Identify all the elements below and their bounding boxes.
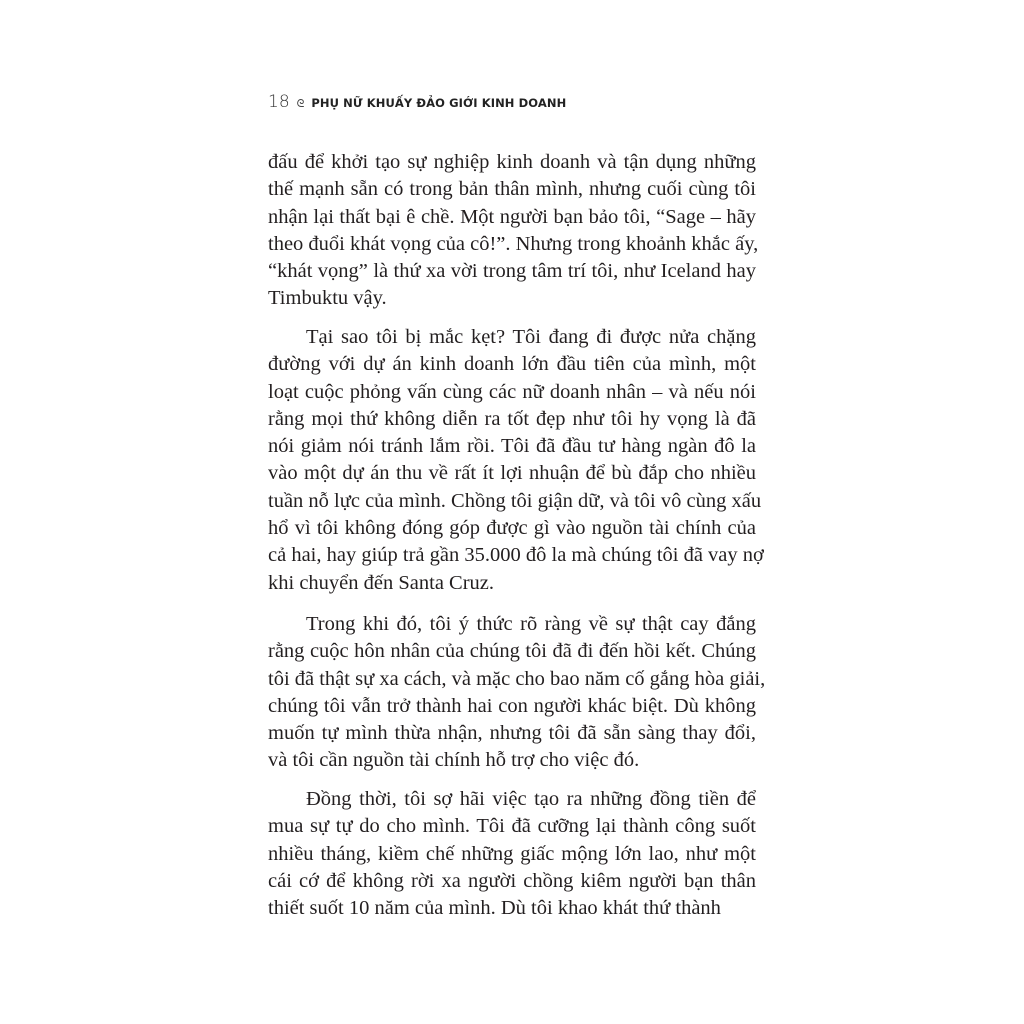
text-line: rằng mọi thứ không diễn ra tốt đẹp như tôi hy vọng là đã — [268, 407, 756, 430]
text-line: muốn tự mình thừa nhận, nhưng tôi đã sẵn sàng thay đổi, — [268, 722, 756, 745]
page-number: 18 — [268, 92, 290, 112]
running-header — [268, 92, 566, 112]
text-line: và tôi cần nguồn tài chính hỗ trợ cho việc đó. — [268, 749, 640, 772]
ornament-icon: ᘓ — [296, 97, 305, 110]
text-line: tôi đã thật sự xa cách, và mặc cho bao năm cố gắng hòa giải, — [268, 667, 766, 690]
text-line: vào một dự án thu về rất ít lợi nhuận để bù đắp cho nhiều — [268, 462, 756, 485]
text-line: Đồng thời, tôi sợ hãi việc tạo ra những đồng tiền để — [306, 788, 756, 810]
text-line: nhiều tháng, kiềm chế những giấc mộng lớn lao, như một — [268, 842, 756, 865]
text-line: thế mạnh sẵn có trong bản thân mình, nhưng cuối cùng tôi — [268, 178, 756, 201]
text-line: Tại sao tôi bị mắc kẹt? Tôi đang đi được nửa chặng — [306, 326, 756, 348]
paragraph — [268, 611, 766, 775]
paragraph — [268, 786, 756, 922]
text-line: rằng cuộc hôn nhân của chúng tôi đã đi đến hồi kết. Chúng — [268, 640, 756, 663]
text-line: “khát vọng” là thứ xa vời trong tâm trí tôi, như Iceland hay — [268, 260, 756, 283]
text-line: Trong khi đó, tôi ý thức rõ ràng về sự thật cay đắng — [306, 613, 756, 635]
text-line: nhận lại thất bại ê chề. Một người bạn bảo tôi, “Sage – hãy — [268, 205, 756, 228]
text-line: cả hai, hay giúp trả gần 35.000 đô la mà chúng tôi đã vay nợ — [268, 544, 764, 567]
text-line: chúng tôi vẫn trở thành hai con người khác biệt. Dù không — [268, 694, 756, 717]
text-line: mua sự tự do cho mình. Tôi đã cưỡng lại thành công suốt — [268, 815, 756, 838]
text-line: đấu để khởi tạo sự nghiệp kinh doanh và tận dụng những — [268, 151, 756, 173]
text-line: thiết suốt 10 năm của mình. Dù tôi khao khát thứ thành — [268, 897, 721, 920]
running-title: PHỤ NỮ KHUẤY ĐẢO GIỚI KINH DOANH — [311, 96, 567, 110]
text-line: tuần nỗ lực của mình. Chồng tôi giận dữ, và tôi vô cùng xấu — [268, 489, 762, 512]
text-line: theo đuổi khát vọng của cô!”. Nhưng trong khoảnh khắc ấy, — [268, 232, 759, 255]
text-line: đường với dự án kinh doanh lớn đầu tiên của mình, một — [268, 353, 756, 376]
paragraph — [268, 324, 764, 597]
text-line: loạt cuộc phỏng vấn cùng các nữ doanh nhân – và nếu nói — [268, 380, 756, 403]
text-line: nói giảm nói tránh lắm rồi. Tôi đã đầu tư hàng ngàn đô la — [268, 435, 756, 458]
text-line: Timbuktu vậy. — [268, 287, 387, 310]
text-line: hổ vì tôi không đóng góp được gì vào nguồn tài chính của — [268, 517, 756, 540]
text-line: khi chuyển đến Santa Cruz. — [268, 571, 495, 594]
text-line: cái cớ để không rời xa người chồng kiêm người bạn thân — [268, 869, 756, 892]
paragraph — [268, 149, 759, 313]
